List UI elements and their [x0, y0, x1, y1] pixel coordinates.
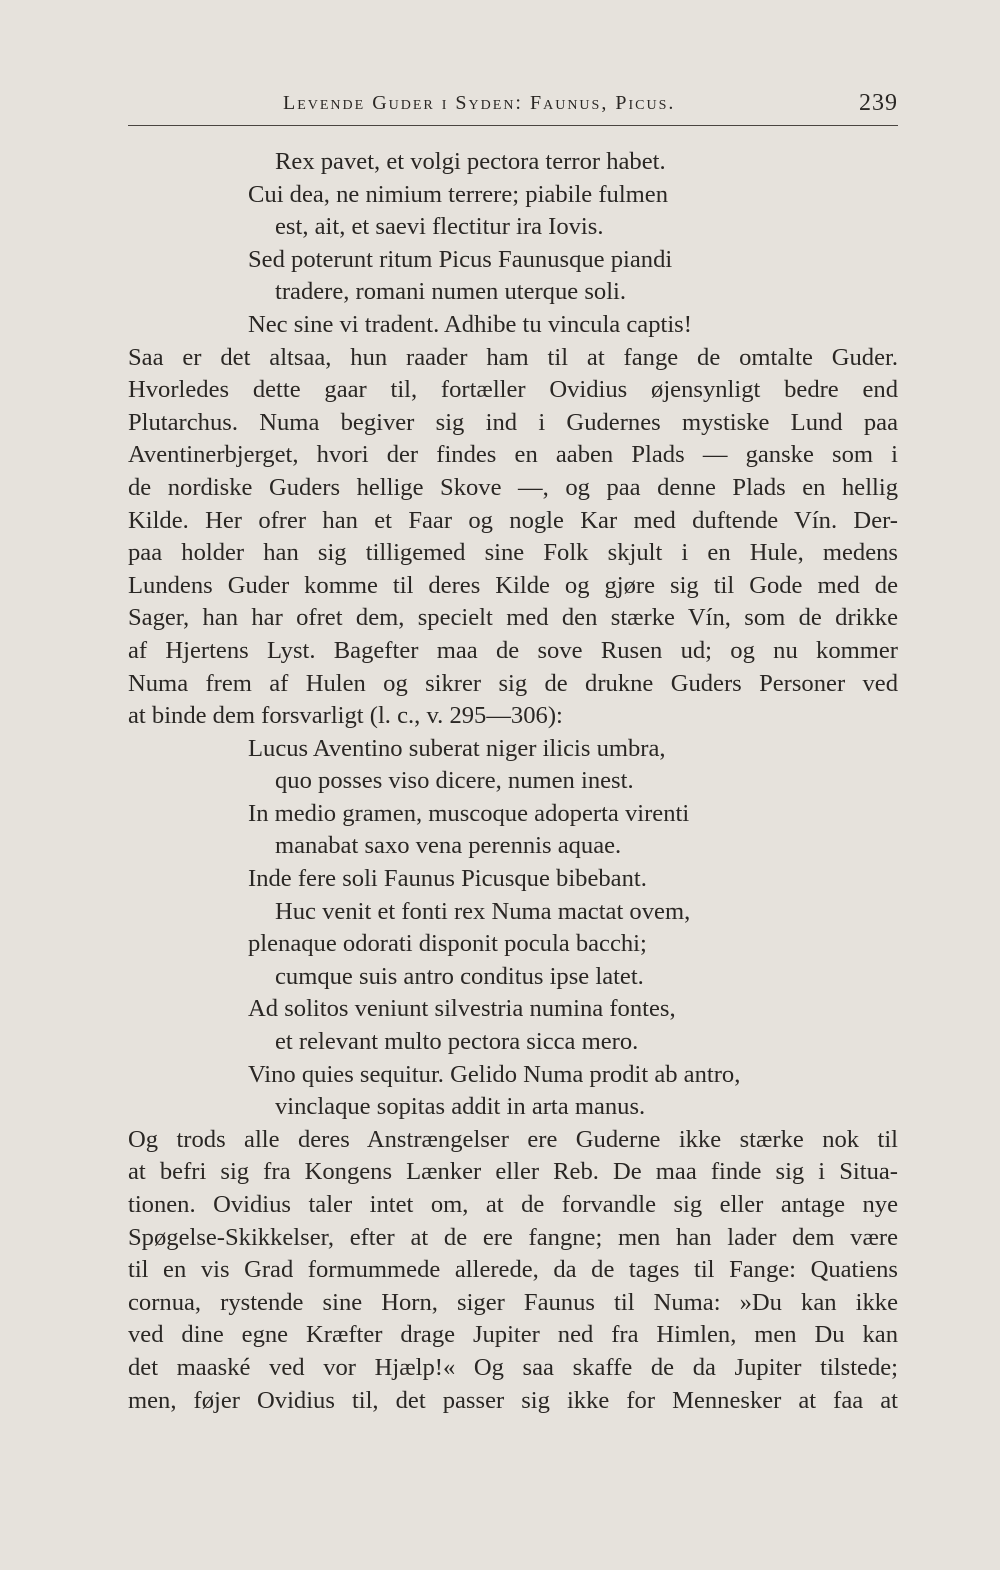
verse-line: In medio gramen, muscoque adoperta virenti [248, 799, 690, 827]
running-head: Levende Guder i Syden: Faunus, Picus. [283, 92, 676, 114]
verse-line: Ad solitos veniunt silvestria numina fontes, [248, 995, 676, 1023]
verse-line: Rex pavet, et volgi pectora terror habet. [275, 148, 666, 175]
page-header [128, 88, 898, 128]
prose-line: tionen. Ovidius taler intet om, at de forvandle sig eller antage nye [128, 1191, 898, 1218]
prose-line: til en vis Grad formummede allerede, da de tages til Fange: Quatiens [128, 1256, 898, 1284]
verse-line: est, ait, et saevi flectitur ira Iovis. [275, 213, 604, 241]
verse-line: Sed poterunt ritum Picus Faunusque piandi [248, 245, 673, 273]
prose-line: af Hjertens Lyst. Bagefter maa de sove Rusen ud; og nu kommer [128, 636, 898, 664]
prose-line: det maaské ved vor Hjælp!« Og saa skaffe de da Jupiter tilstede; [128, 1353, 898, 1381]
prose-line: Aventinerbjerget, hvori der findes en aaben Plads — ganske som i [128, 441, 898, 469]
prose-line: de nordiske Guders hellige Skove —, og paa denne Plads en hellig [128, 473, 898, 501]
verse-line: Inde fere soli Faunus Picusque bibebant. [248, 865, 647, 893]
verse-line: Nec sine vi tradent. Adhibe tu vincula captis! [248, 310, 692, 338]
verse-line: Huc venit et fonti rex Numa mactat ovem, [275, 897, 691, 925]
header-rule [128, 125, 898, 126]
verse-line: tradere, romani numen uterque soli. [275, 278, 627, 306]
body-text [128, 146, 898, 1417]
prose-line: Saa er det altsaa, hun raader ham til at fange de omtalte Guder. [128, 343, 898, 371]
prose-line: men, føjer Ovidius til, det passer sig ikke for Mennesker at faa at [128, 1386, 898, 1414]
verse-line: Cui dea, ne nimium terrere; piabile fulmen [248, 180, 669, 208]
prose-line: Spøgelse-Skikkelser, efter at de ere fangne; men han lader dem være [128, 1223, 898, 1251]
verse-line: vinclaque sopitas addit in arta manus. [275, 1093, 646, 1121]
prose-line: Lundens Guder komme til deres Kilde og gjøre sig til Gode med de [128, 571, 898, 599]
verse-line: et relevant multo pectora sicca mero. [275, 1028, 639, 1056]
verse-line: manabat saxo vena perennis aquae. [275, 832, 622, 860]
verse-line: quo posses viso dicere, numen inest. [275, 767, 634, 795]
prose-line: Numa frem af Hulen og sikrer sig de drukne Guders Personer ved [128, 669, 898, 697]
prose-line: cornua, rystende sine Horn, siger Faunus til Numa: »Du kan ikke [128, 1288, 898, 1316]
verse-line: plenaque odorati disponit pocula bacchi; [248, 930, 647, 958]
prose-line: at befri sig fra Kongens Lænker eller Reb. De maa finde sig i Situa- [128, 1158, 898, 1186]
prose-line: Kilde. Her ofrer han et Faar og nogle Kar med duftende Vín. Der- [128, 506, 898, 534]
verse-line: cumque suis antro conditus ipse latet. [275, 962, 644, 990]
prose-line: ved dine egne Kræfter drage Jupiter ned fra Himlen, men Du kan [128, 1321, 898, 1349]
prose-line: Og trods alle deres Anstrængelser ere Guderne ikke stærke nok til [128, 1125, 898, 1153]
prose-line: at binde dem forsvarligt (l. c., v. 295—306): [128, 702, 563, 730]
page-number: 239 [859, 90, 898, 116]
verse-line: Lucus Aventino suberat niger ilicis umbra, [248, 734, 666, 762]
prose-line: Plutarchus. Numa begiver sig ind i Gudernes mystiske Lund paa [128, 408, 898, 436]
prose-line: Sager, han har ofret dem, specielt med den stærke Vín, som de drikke [128, 604, 898, 632]
verse-line: Vino quies sequitur. Gelido Numa prodit ab antro, [248, 1060, 741, 1088]
prose-line: Hvorledes dette gaar til, fortæller Ovidius øjensynligt bedre end [128, 376, 898, 404]
prose-line: paa holder han sig tilligemed sine Folk skjult i en Hule, medens [128, 539, 898, 567]
